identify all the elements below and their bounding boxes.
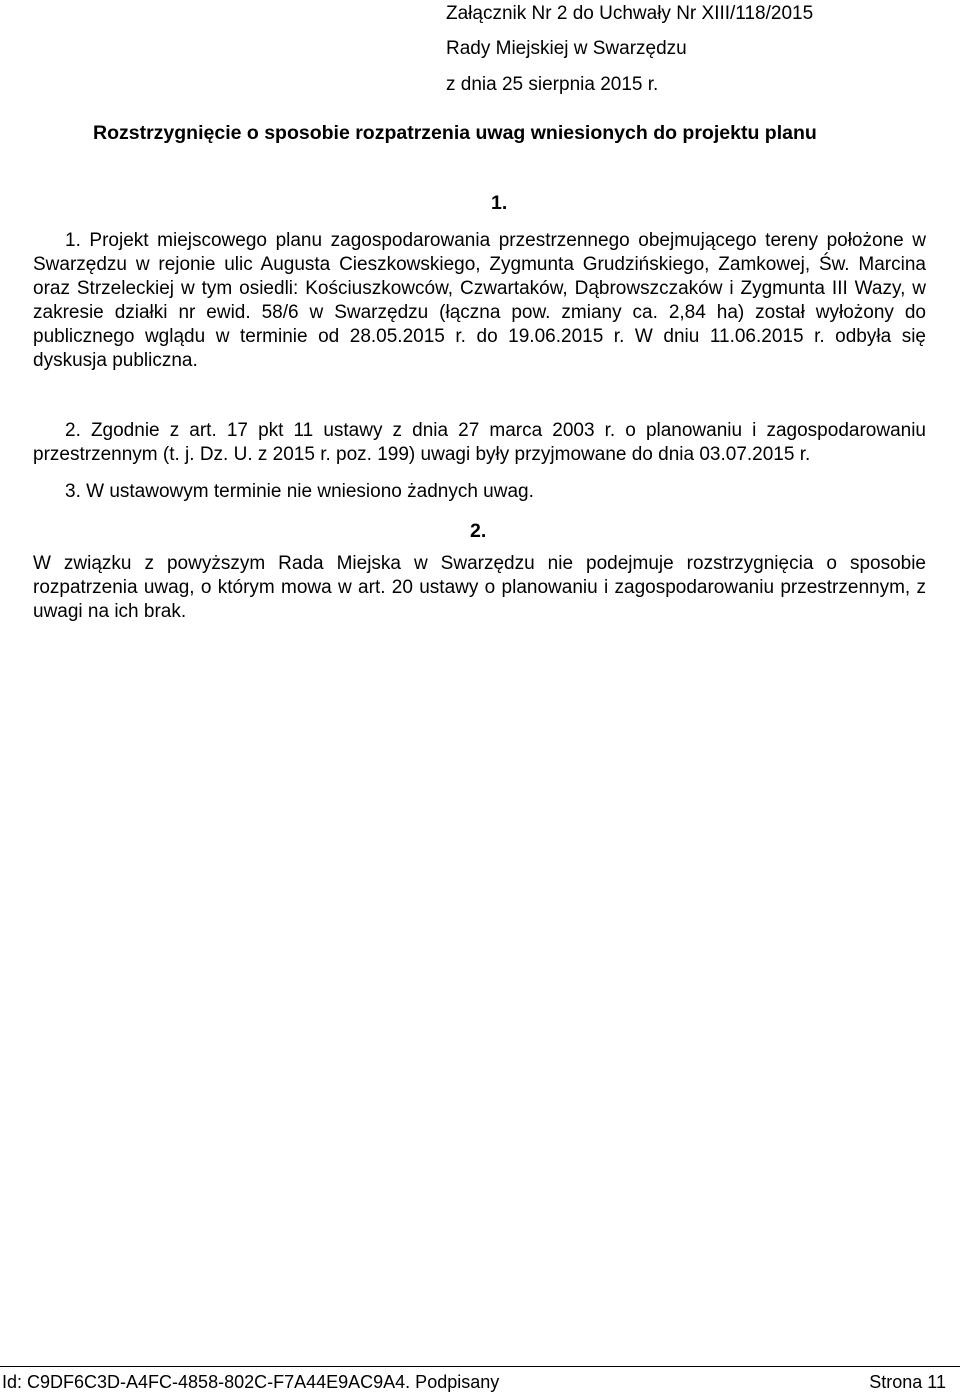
footer-page-number: Strona 11 bbox=[869, 1372, 946, 1392]
attachment-header-line-2: Rady Miejskiej w Swarzędzu bbox=[446, 38, 687, 59]
section-1-paragraph-2: 2. Zgodnie z art. 17 pkt 11 ustawy z dnia 27 marca 2003 r. o planowaniu i zagospodarowaniu przestrzennym (t. j. Dz. U. z 2015 r. poz. 199) uwagi były przyjmowane do dnia 03.07.2015 r. bbox=[33, 420, 926, 465]
footer-document-id: Id: C9DF6C3D-A4FC-4858-802C-F7A44E9AC9A4. Podpisany bbox=[2, 1372, 500, 1392]
section-2-heading: 2. bbox=[470, 520, 487, 542]
attachment-header-line-1: Załącznik Nr 2 do Uchwały Nr XIII/118/2015 bbox=[446, 3, 814, 24]
section-1-paragraph-3: 3. W ustawowym terminie nie wniesiono żadnych uwag. bbox=[65, 481, 534, 502]
section-1-paragraph-1: 1. Projekt miejscowego planu zagospodarowania przestrzennego obejmującego tereny położone w Swarzędzu w rejonie ulic Augusta Cieszkowskiego, Zygmunta Grudzińskiego, Zamkowej, Św. Marcina oraz Strzeleckiej w tym osiedli: Kościuszkowców, Czwartaków, Dąbrowszczaków i Zygmunta III Wazy, w zakresie działki nr ewid. 58/6 w Swarzędzu (łączna pow. zmiany ca. 2,84 ha) został wyłożony do publicznego wglądu w terminie od 28.05.2015 r. do 19.06.2015 r. W dniu 11.06.2015 r. odbyła się dyskusja publiczna. bbox=[33, 230, 926, 371]
document-title: Rozstrzygnięcie o sposobie rozpatrzenia uwag wniesionych do projektu planu bbox=[93, 122, 817, 144]
section-1-heading: 1. bbox=[491, 192, 508, 214]
attachment-header-line-3: z dnia 25 sierpnia 2015 r. bbox=[446, 74, 659, 95]
section-2-paragraph: W związku z powyższym Rada Miejska w Swarzędzu nie podejmuje rozstrzygnięcia o sposobie rozpatrzenia uwag, o którym mowa w art. 20 ustawy o planowaniu i zagospodarowaniu przestrzennym, z uwagi na ich brak. bbox=[33, 553, 926, 622]
